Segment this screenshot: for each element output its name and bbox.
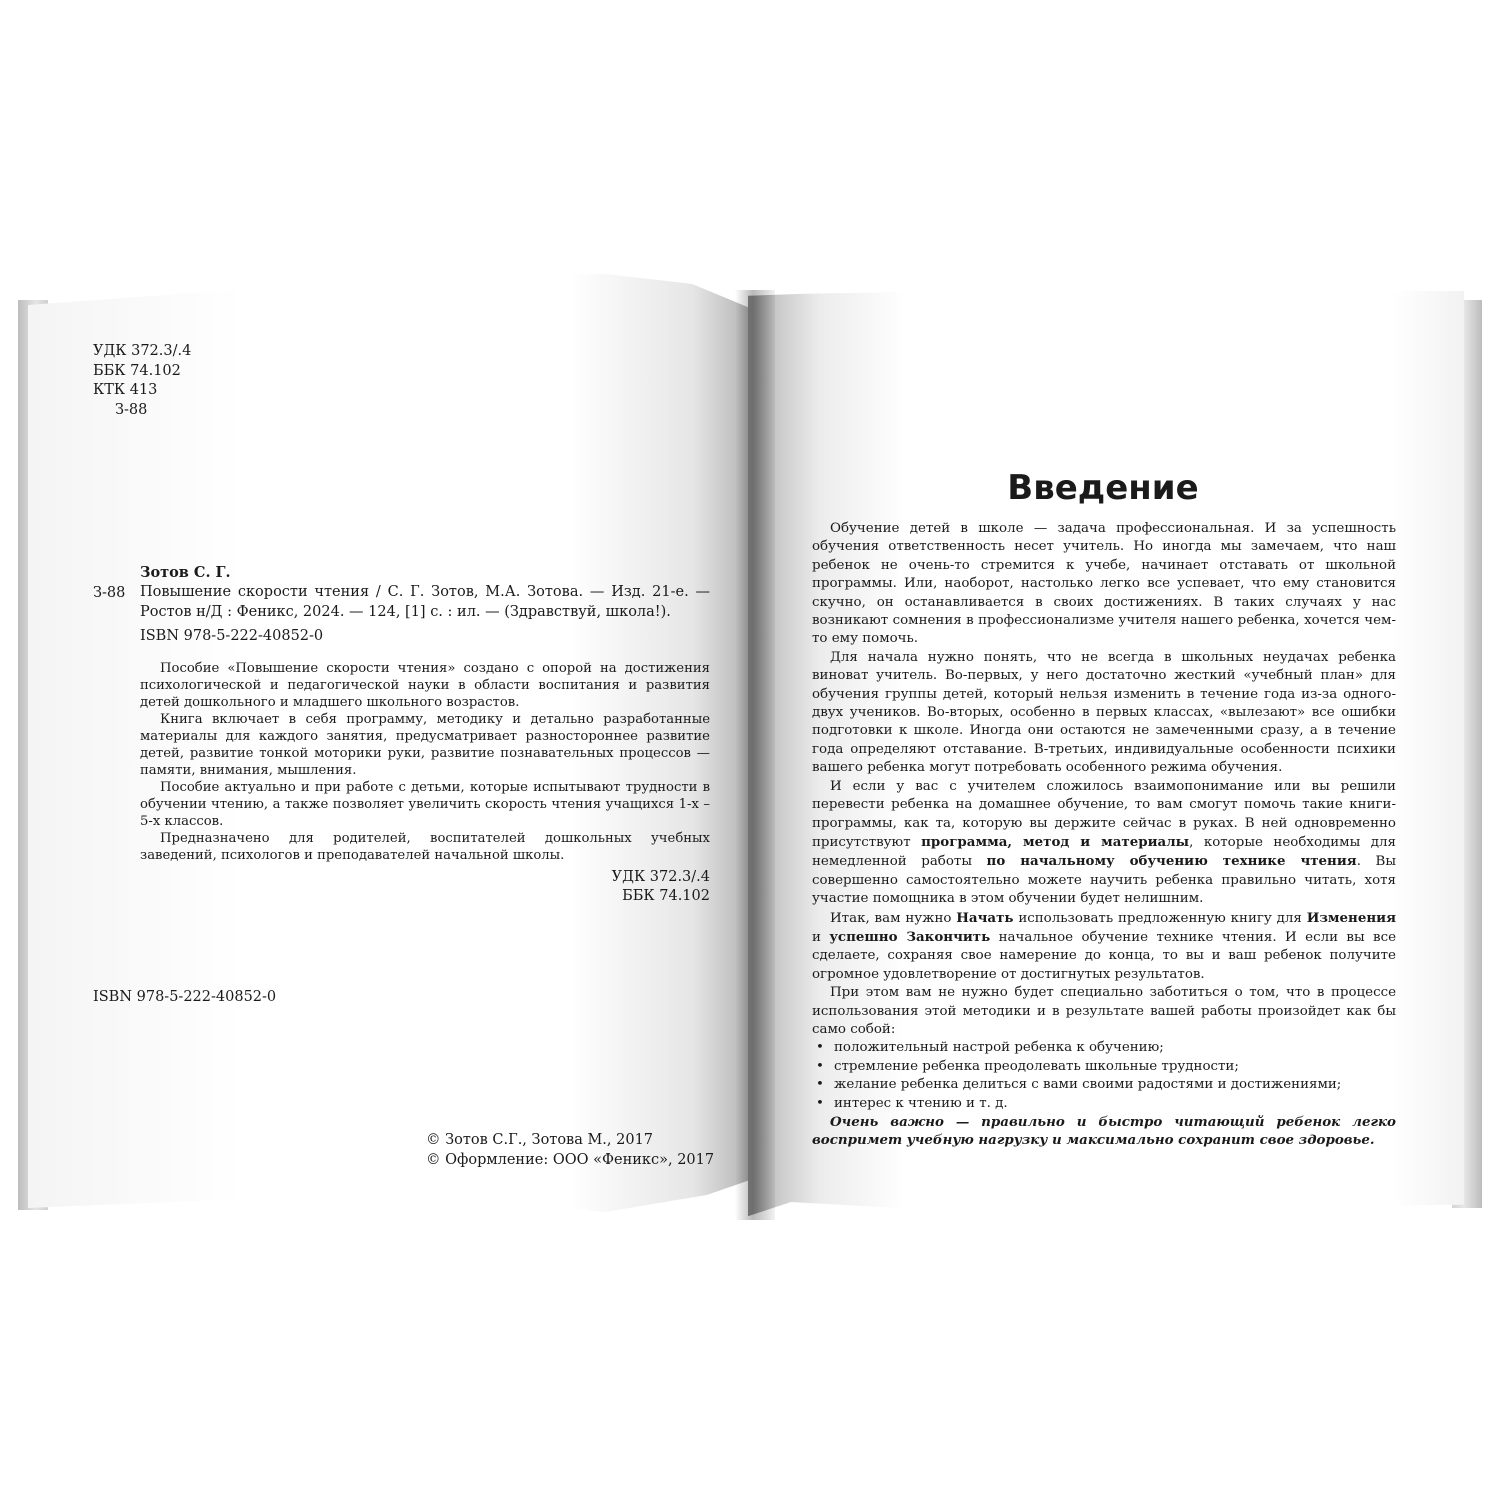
paragraph — [812, 909, 1396, 985]
bold-run: Начать — [956, 909, 1014, 926]
classification-codes-right — [560, 868, 710, 906]
paragraph: При этом вам не нужно будет специально заботиться о том, что в процессе использования этой методики и в результате вашей работы произойдет как бы само собой: — [812, 985, 1396, 1037]
text-run: Итак, вам нужно — [830, 910, 957, 926]
annotation-paragraph: Книга включает в себя программу, методику и детально разработанные материалы для каждого занятия, предусматривает разностороннее развитие детей, развитие тонкой моторики руки, развитие познавательных процессов — памяти, внимания, мышления. — [140, 712, 710, 778]
text-run: и — [812, 929, 830, 945]
text-run: , которые необходимы для немедленной работы — [812, 834, 1396, 870]
bibliographic-description: Повышение скорости чтения / С. Г. Зотов, М.А. Зотова. — Изд. 21-е. — Ростов н/Д : Феникс, 2024. — 124, [1] с. : ил. — (Здравствуй, школа!). — [140, 584, 710, 620]
bold-run: по начальному обучению технике чтения — [986, 853, 1357, 870]
bullet-list — [812, 1039, 1396, 1113]
emphasis-paragraph: Очень важно — правильно и быстро читающий ребенок легко воспримет учебную нагрузку и максимально сохранит свое здоровье. — [812, 1114, 1396, 1149]
paragraph: Обучение детей в школе — задача профессиональная. И за успешность обучения ответственность несет учитель. Но иногда мы замечаем, что наш ребенок не очень-то стремится к учебе, начинает отставать от школьной программы. Или, наоборот, настолько легко все успевает, что ему становится скучно, он останавливается в своих достижениях. В таких случаях у нас возникают сомнения в профессионализме учителя нашего ребенка, хочется чем-то ему помочь. — [812, 521, 1396, 647]
ktk-code: КТК 413 — [93, 382, 158, 398]
text-run: И если у вас с учителем сложилось взаимопонимание или вы решили перевести ребенка на домашнее обучение, то вам смогут помочь такие книги-программы, как та, которую вы держите сейчас в руках. В ней одновременно присутствуют — [812, 778, 1396, 850]
isbn-bottom: ISBN 978-5-222-40852-0 — [93, 989, 277, 1005]
annotation-paragraph: Пособие «Повышение скорости чтения» создано с опорой на достижения психологической и педагогической науки в области воспитания и развития детей дошкольного и младшего школьного возрастов. — [140, 661, 710, 710]
intro-body — [812, 520, 1396, 1150]
udk-code: УДК 372.3/.4 — [611, 869, 710, 885]
paragraph: Для начала нужно понять, что не всегда в школьных неудачах ребенка виноват учитель. Во-первых, у него достаточно жесткий «учебный план» для обучения группы детей, который нельзя изменить в течение года из-за одного-двух учеников. Во-вторых, особенно в первых классах, «вылезают» все ошибки подготовки к школе. Иногда они остаются не замеченными сразу, а в течение года определяют отставание. В-третьих, индивидуальные особенности психики вашего ребенка могут потребовать особенного режима обучения. — [812, 649, 1396, 776]
list-item: • интерес к чтению и т. д. — [832, 1095, 1396, 1113]
author-mark-code: З-88 — [115, 401, 148, 418]
chapter-title: Введение — [1007, 468, 1199, 508]
copyright-line: © Зотов С.Г., Зотова М., 2017 — [426, 1132, 654, 1148]
list-item: • стремление ребенка преодолевать школьные трудности; — [832, 1058, 1396, 1076]
text-run: . Вы совершенно самостоятельно можете научить ребенка правильно читать, хотя участие помощника в этом обучении будет нелишним. — [812, 854, 1396, 907]
annotation — [140, 660, 710, 864]
list-item: • желание ребенка делиться с вами своими радостями и достижениями; — [832, 1076, 1396, 1094]
author-mark: З-88 — [93, 585, 126, 601]
bold-run: Изменения — [1306, 909, 1396, 926]
copyright-line: © Оформление: ООО «Феникс», 2017 — [426, 1152, 715, 1168]
udk-code: УДК 372.3/.4 — [93, 343, 192, 359]
bold-run: программа, метод и материалы — [921, 833, 1190, 850]
text-run: начальное обучение технике чтения. И если вы все сделаете, сохраняя свое намерение до конца, то вы и ваш ребенок получите огромное удовлетворение от достигнутых результатов. — [812, 929, 1396, 982]
spine-shadow — [735, 290, 775, 1220]
author-heading: Зотов С. Г. — [140, 564, 231, 581]
copyright-block — [426, 1131, 714, 1171]
bbk-code: ББК 74.102 — [622, 888, 710, 904]
annotation-paragraph: Предназначено для родителей, воспитателей дошкольных учебных заведений, психологов и преподавателей начальной школы. — [140, 831, 710, 863]
isbn-top: ISBN 978-5-222-40852-0 — [140, 628, 324, 644]
paragraph — [812, 778, 1396, 909]
bbk-code: ББК 74.102 — [93, 362, 181, 379]
bold-run: успешно Закончить — [829, 928, 991, 945]
text-run: использовать предложенную книгу для — [1013, 910, 1307, 926]
annotation-paragraph: Пособие актуально и при работе с детьми, которые испытывают трудности в обучении чтению, а также позволяет увеличить скорость чтения учащихся 1-х – 5-х классов. — [140, 780, 710, 829]
classification-codes — [93, 342, 191, 420]
list-item: • положительный настрой ребенка к обучению; — [832, 1039, 1396, 1057]
